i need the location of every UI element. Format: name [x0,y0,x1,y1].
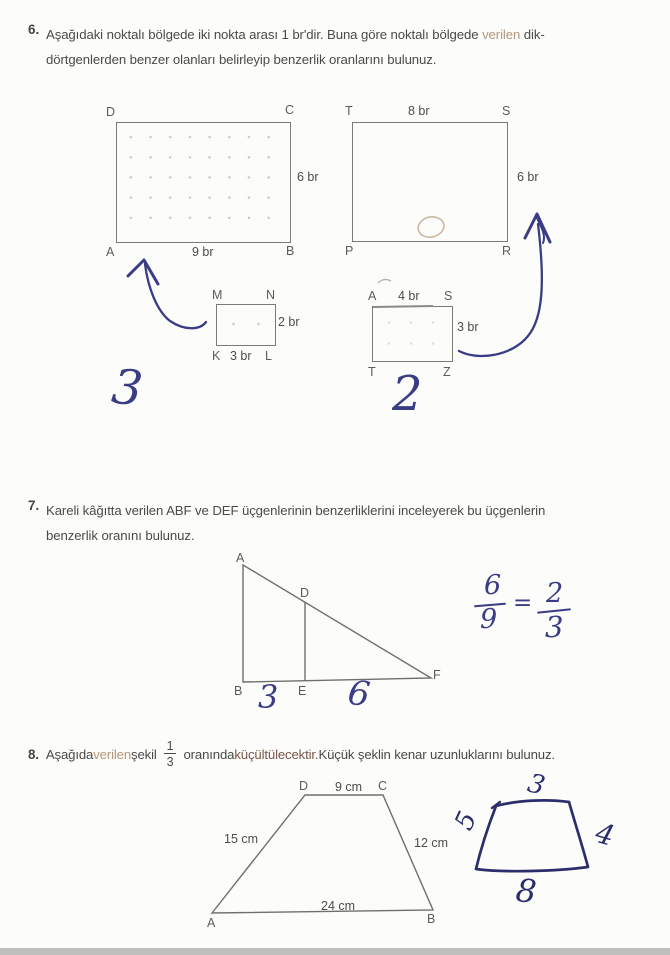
question-8-text [28,733,555,775]
hand-trapezoid-bottom: 8 [514,871,539,911]
vertex-s2: S [444,289,453,303]
dcba-height-label: 6 br [297,170,319,184]
handwritten-fraction-den1: 9 [480,604,498,635]
q6-text-verilen: verilen [482,27,521,42]
q8-text-a: Aşağıda [45,746,94,762]
vertex-k: K [212,349,221,363]
vertex-n: N [266,288,276,302]
vertex-c: C [285,103,295,117]
q8-text-c: oranında [183,746,235,762]
trapezoid-abcd [212,795,433,913]
fraction-numerator: 1 [166,739,174,753]
question-7-text [46,498,658,548]
rectangle-mnkl [216,304,276,346]
dot-grid [378,312,444,354]
q7-text-line1: Kareli kâğıtta verilen ABF ve DEF üçgenlerinin benzerliklerini inceleyerek bu üçgenlerin [46,503,546,518]
vertex-s: S [502,104,511,118]
rectangle-dcba [116,122,291,243]
trapezoid-vertex-a: A [207,916,216,930]
trapezoid-vertex-b: B [427,912,436,926]
triangle-vertex-d: D [300,586,310,600]
q8-text-e: Küçük şeklin kenar uzunluklarını bulunuz. [318,746,555,762]
hand-arrow-right-head [525,214,550,242]
vertex-b: B [286,244,295,258]
triangle-vertex-f: F [433,668,441,682]
vertex-a2: A [368,289,377,303]
trapezoid-bottom-label: 24 cm [321,899,356,913]
printed-fraction-one-third [164,739,177,769]
astz-width-label: 4 br [398,289,420,303]
rectangle-tspr [352,122,508,242]
question-6-number: 6. [28,22,40,37]
hand-trapezoid-sketch [476,800,588,871]
astz-height-label: 3 br [457,320,479,334]
dot-grid [121,127,279,228]
triangle-vertex-a: A [236,551,245,565]
handwritten-3: 3 [109,358,146,418]
rectangle-astz [372,306,453,362]
triangle-abf [243,565,431,682]
vertex-a: A [106,245,115,259]
handwritten-ef-length: 6 [345,672,373,716]
trapezoid-top-label: 9 cm [335,780,363,794]
q6-text-c: dik- [520,27,545,42]
mnkl-width-label: 3 br [230,349,252,363]
q6-text-a: Aşağıdaki noktalı bölgede iki nokta arası 1 br'dir. Buna göre noktalı bölgede [46,27,483,42]
hand-trapezoid-right: 4 [591,816,619,853]
vertex-p: P [345,244,354,258]
dot-grid [221,309,271,339]
hand-arrow-left-head [128,260,158,284]
hand-arrow-right-shaft [459,224,542,356]
handwritten-2: 2 [392,366,423,422]
triangle-vertex-e: E [298,684,307,698]
question-8-number: 8. [28,746,39,762]
pencil-tick-mark [378,279,391,283]
handwritten-fraction-num1: 6 [484,570,502,601]
hand-arrow-left-shaft [145,264,206,328]
tspr-width-label: 8 br [408,104,430,118]
vertex-z: Z [443,365,451,379]
vertex-r: R [502,244,512,258]
handwritten-fraction-num2: 2 [546,578,564,609]
q8-text-verilen: verilen [93,746,132,762]
mnkl-height-label: 2 br [278,315,300,329]
vertex-l: L [265,349,272,363]
trapezoid-right-label: 12 cm [414,836,449,850]
hand-arrow-right-inkblob [537,218,544,243]
question-6-text [46,22,658,72]
vertex-t: T [345,104,353,118]
triangle-vertex-b: B [234,684,243,698]
handwritten-fraction-den2: 3 [545,610,564,644]
vertex-t2: T [368,365,376,379]
q7-text-line2: benzerlik oranını bulunuz. [46,528,195,543]
hand-trapezoid-left: 5 [449,807,484,835]
handwritten-equals: = [513,590,533,616]
q6-text-line2: dörtgenlerden benzer olanları belirleyip benzerlik oranlarını bulunuz. [46,52,437,67]
trapezoid-vertex-d: D [299,779,309,793]
q8-text-d: küçültülecektir. [234,746,319,762]
vertex-m: M [212,288,223,302]
handwritten-be-length: 3 [258,678,279,716]
page-scan-edge [0,948,670,955]
question-7-number: 7. [28,498,40,513]
q8-text-b: şekil [131,746,157,762]
vertex-d: D [106,105,116,119]
hand-trapezoid-top: 3 [524,768,548,802]
hand-trapezoid-corner-tick [492,802,500,808]
trapezoid-left-label: 15 cm [224,832,259,846]
tspr-height-label: 6 br [517,170,539,184]
dcba-width-label: 9 br [192,245,214,259]
fraction-denominator: 3 [164,753,177,769]
trapezoid-vertex-c: C [378,779,388,793]
